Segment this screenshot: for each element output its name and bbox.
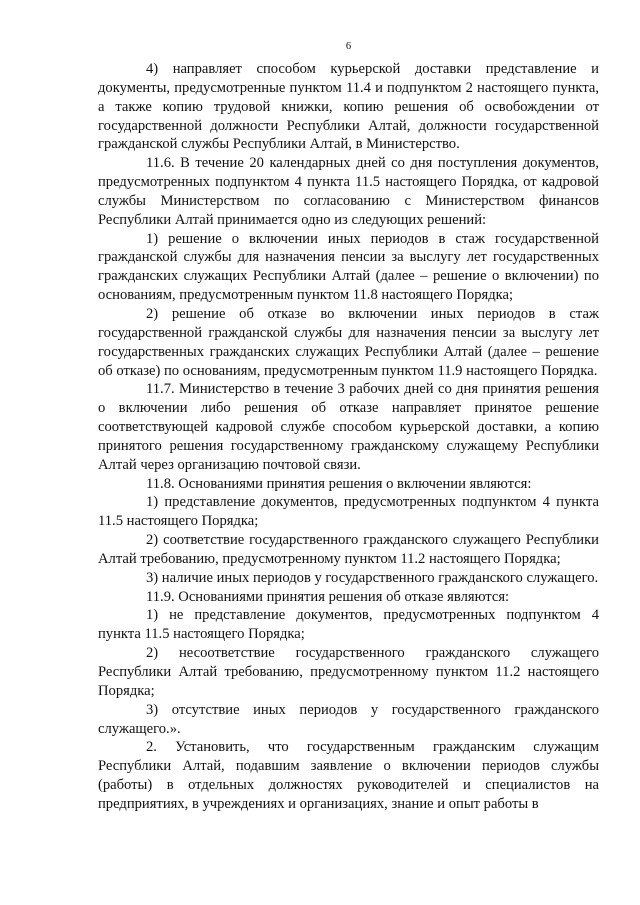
paragraph-11-9: 11.9. Основаниями принятия решения об отказе являются: xyxy=(146,588,510,605)
document-page xyxy=(98,0,599,905)
paragraph-11-6: 11.6. В течение 20 календарных дней со дня поступления документов, предусмотренных подпунктом 4 пункта 11.5 настоящего Порядка, от кадровой службы Министерством по согласованию с Министерством финансов Республики Алтай принимается одно из следующих решений: xyxy=(98,155,599,228)
paragraph-11-6-item-1: 1) решение о включении иных периодов в стаж государственной гражданской службы для назначения пенсии за выслугу лет государственных гражданских служащих Республики Алтай (далее – решение о включении) по основаниям, предусмотренным пунктом 11.8 настоящего Порядка; xyxy=(98,230,599,304)
page-number: 6 xyxy=(345,41,352,52)
paragraph-11-8-item-1: 1) представление документов, предусмотренных подпунктом 4 пункта 11.5 настоящего Порядка; xyxy=(98,494,599,530)
paragraph-11-8: 11.8. Основаниями принятия решения о включении являются: xyxy=(146,475,532,492)
paragraph-11-7: 11.7. Министерство в течение 3 рабочих дней со дня принятия решения о включении либо решения об отказе направляет принятое решение соответствующей кадровой службе способом курьерской доставки, а копию принятого решения государственному гражданскому служащему Республики Алтай через организацию почтовой связи. xyxy=(98,381,599,473)
paragraph-section-2: 2. Установить, что государственным гражданским служащим Республики Алтай, подавшим заявление о включении периодов службы (работы) в отдельных должностях руководителей и специалистов на предприятиях, в учреждениях и организациях, знание и опыт работы в xyxy=(98,739,599,812)
paragraph-11-9-item-2: 2) несоответствие государственного гражданского служащего Республики Алтай требованию, предусмотренному пунктом 11.2 настоящего Порядка; xyxy=(98,645,599,699)
paragraph-11-6-item-2: 2) решение об отказе во включении иных периодов в стаж государственной гражданской службы для назначения пенсии за выслугу лет государственных гражданских служащих Республики Алтай (далее – решение об отказе) по основаниям, предусмотренным пунктом 11.9 настоящего Порядка. xyxy=(98,305,599,379)
paragraph-11-8-item-2: 2) соответствие государственного гражданского служащего Республики Алтай требованию, предусмотренному пунктом 11.2 настоящего Порядка; xyxy=(98,532,599,567)
document-body xyxy=(98,60,599,814)
paragraph-item-4: 4) направляет способом курьерской доставки представление и документы, предусмотренные пунктом 11.4 и подпунктом 2 настоящего пункта, а также копию трудовой книжки, копию решения об освобождении от государственной должности Республики Алтай, должности государственной гражданской службы Республики Алтай, в Министерство. xyxy=(98,61,599,153)
paragraph-11-9-item-1: 1) не представление документов, предусмотренных подпунктом 4 пункта 11.5 настоящего Порядка; xyxy=(98,607,599,643)
paragraph-11-9-item-3: 3) отсутствие иных периодов у государственного гражданского служащего.». xyxy=(98,701,599,737)
paragraph-11-8-item-3: 3) наличие иных периодов у государственного гражданского служащего. xyxy=(146,569,599,586)
